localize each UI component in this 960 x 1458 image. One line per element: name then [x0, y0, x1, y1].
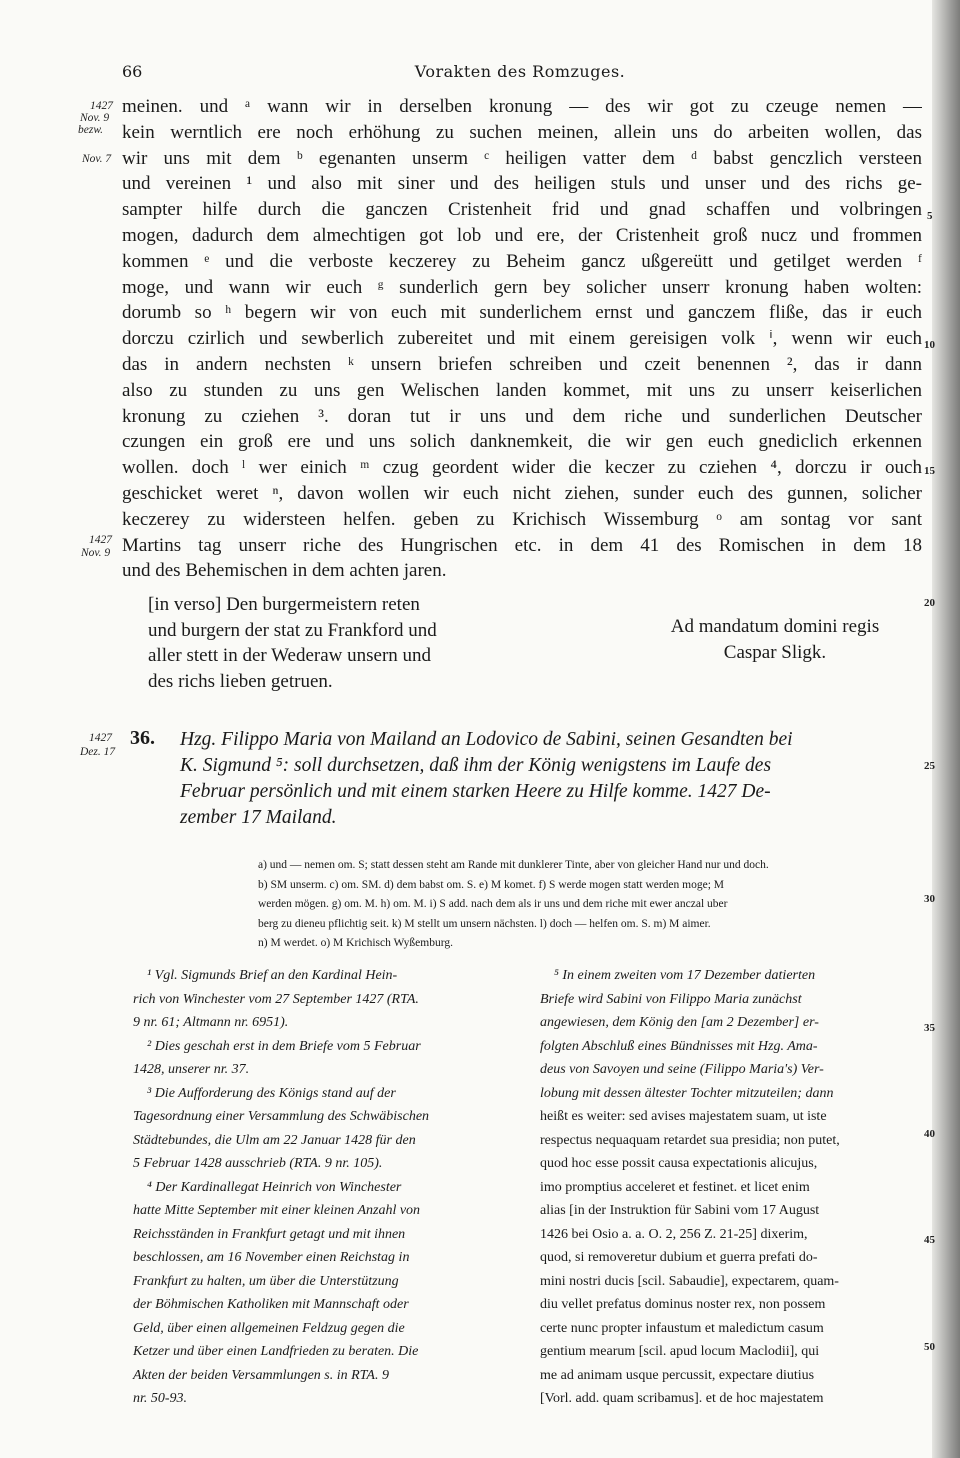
address-line: [in verso] Den burgermeistern reten	[148, 594, 420, 615]
footnote-line: ² Dies geschah erst in dem Briefe vom 5 Februar	[147, 1038, 421, 1054]
page-edge	[932, 0, 960, 1458]
footnote-line: me ad animam usque percussit, expectare diutius	[540, 1367, 815, 1383]
footnote-line: Briefe wird Sabini von Filippo Maria zunächst	[540, 991, 802, 1007]
text-line: dorumb so ʰ begern wir von euch mit sunderlichem ernst und ganczem fliße, das ir euch	[122, 302, 922, 324]
footnote-line: angewiesen, dem König den [am 2 Dezember] er-	[540, 1015, 819, 1030]
footnote-line: 1428, unserer nr. 37.	[133, 1062, 250, 1077]
text-line: keczerey zu widersteen helfen. geben zu Krichisch Wissemburg ᵒ am sontag vor sant	[122, 508, 922, 530]
text-line: kein werntlich ere noch erhöhung zu suchen meinen, allein uns do arbeiten wollen, das	[122, 121, 922, 143]
line-number: 30	[924, 893, 935, 905]
margin-year: 1427	[89, 732, 112, 744]
footnote-line: certe nunc propter infaustum et maledictum casum	[540, 1320, 824, 1336]
address-line: aller stett in der Wederaw unsern und	[148, 645, 432, 666]
text-line: wir uns mit dem ᵇ egenanten unserm ᶜ heiligen vatter dem ᵈ babst genczlich versteen	[122, 147, 922, 169]
heading-line: K. Sigmund ⁵: soll durchsetzen, daß ihm der König wenigstens im Laufe des	[180, 755, 772, 776]
mandatum-line: Ad mandatum domini regis	[670, 616, 880, 637]
margin-year: 1427	[89, 534, 112, 546]
footnote-line: folgten Abschluß eines Bündnisses mit Hzg. Ama-	[540, 1038, 818, 1054]
apparatus-line: n) M werdet. o) M Krichisch Wyßemburg.	[258, 937, 453, 949]
footnote-line: 1426 bei Osio a. a. O. 2, 256 Z. 21-25] dixerim,	[540, 1226, 808, 1242]
margin-date: Nov. 7	[82, 153, 112, 165]
text-line: sampter hilfe durch die ganczen Cristenheit frid und gnad schaffen und volbringen	[122, 199, 922, 221]
text-line: czungen ein groß ere und uns solich danknemkeit, die wir gen euch gnediclich erkennen	[122, 431, 922, 453]
footnote-line: quod, si removeretur dubium et guerra prefati do-	[540, 1250, 818, 1265]
footnotes-left	[133, 964, 516, 1411]
footnote-line: Akten der beiden Versammlungen s. in RTA. 9	[133, 1367, 389, 1383]
text-line: moge, und wann wir euch ᵍ sunderlich gern bey solicher unserr kronung haben wolten:	[122, 276, 922, 298]
address-line: und burgern der stat zu Frankford und	[148, 619, 437, 641]
footnote-line: respectus nequaquam retardet sua presidia; non putet,	[540, 1132, 840, 1148]
critical-apparatus	[258, 856, 922, 954]
footnote-line: imo promptius acceleret et festinet. et licet enim	[540, 1179, 810, 1195]
running-title: Vorakten des Romzuges.	[414, 62, 626, 81]
text-line: wollen. doch ˡ wer einich ᵐ czug geordent wider die keczer zu cziehen ⁴, dorczu ir ouch	[122, 457, 922, 479]
footnote-line: Städtebundes, die Ulm am 22 Januar 1428 für den	[133, 1132, 416, 1148]
text-line: dorczu czirlich und sewberlich zubereitet und mit einem gereisigen volk ⁱ, wenn wir euch	[122, 328, 922, 350]
apparatus-line: werden mögen. g) om. M. h) om. M. i) S add. nach dem als ir uns und dem riche mit ewer anczal uber	[258, 898, 728, 910]
text-line: kommen ᵉ und die verboste keczerey zu Beheim gancz ußgereütt und getilget werden ᶠ	[122, 250, 922, 272]
footnote-line: ⁴ Der Kardinallegat Heinrich von Winchester	[147, 1179, 402, 1195]
address-block	[148, 592, 518, 694]
apparatus-line: berg zu dieneu pflichtig seit. k) M stellt um unsern nächsten. l) doch — helfen om. S. m) M aimer.	[258, 917, 711, 930]
page-number: 66	[122, 62, 143, 81]
text-line: geschicket weret ⁿ, davon wollen wir euch nicht ziehen, sunder euch des gunnen, solicher	[122, 482, 922, 504]
footnote-line: quod hoc esse possit causa expectationis alicujus,	[540, 1156, 818, 1171]
footnotes-right	[540, 964, 925, 1411]
text-line: also zu stunden zu uns gen Welischen landen kommet, mit uns zu unserr keiserlichen	[122, 379, 922, 401]
mandatum-block	[630, 614, 920, 666]
text-line: mogen, dadurch dem almechtigen got lob und ere, der Cristenheit groß nucz und frommen	[122, 224, 922, 246]
heading-line: zember 17 Mailand.	[180, 807, 337, 828]
line-number: 40	[924, 1128, 935, 1140]
footnote-line: 9 nr. 61; Altmann nr. 6951).	[133, 1015, 289, 1030]
footnote-line: Ketzer und über einen Landfrieden zu beraten. Die	[133, 1344, 419, 1359]
text-line: und des Behemischen in dem achten jaren.	[122, 560, 447, 582]
document-heading	[180, 727, 920, 831]
footnote-line: mini nostri ducis [scil. Sabaudie], expectarem, quam-	[540, 1273, 839, 1289]
line-number: 10	[924, 339, 935, 351]
line-number: 50	[924, 1341, 935, 1353]
apparatus-line: b) SM unserm. c) om. SM. d) dem babst om. S. e) M komet. f) S werde mogen statt werden moge; M	[258, 878, 725, 891]
footnote-line: der Böhmischen Katholiken mit Mannschaft oder	[133, 1297, 409, 1312]
text-line: Martins tag unserr riche des Hungrischen etc. in dem 41 des Romischen in dem 18	[122, 534, 922, 556]
footnote-line: [Vorl. add. quam scribamus]. et de hoc majestatem	[540, 1391, 824, 1406]
text-line: das in andern nechsten ᵏ unsern briefen schreiben und czeit benennen ², das ir dann	[122, 353, 922, 375]
footnote-line: ¹ Vgl. Sigmunds Brief an den Kardinal Hein-	[147, 968, 398, 983]
text-line: meinen. und ᵃ wann wir in derselben kronung — des wir got zu czeuge nemen —	[122, 96, 922, 117]
footnote-line: alias [in der Instruktion für Sabini vom 17 August	[540, 1203, 820, 1218]
footnote-line: heißt es weiter: sed avises majestatem suam, ut iste	[540, 1109, 827, 1124]
margin-date: Dez. 17	[80, 746, 116, 758]
heading-line: Hzg. Filippo Maria von Mailand an Lodovico de Sabini, seinen Gesandten bei	[180, 729, 793, 750]
main-text	[122, 94, 922, 584]
footnote-line: rich von Winchester vom 27 September 1427 (RTA.	[133, 991, 419, 1007]
margin-date: bezw.	[78, 124, 104, 136]
signature-line: Caspar Sligk.	[723, 642, 827, 663]
footnote-line: 5 Februar 1428 ausschrieb (RTA. 9 nr. 105).	[133, 1156, 383, 1171]
footnote-line: nr. 50-93.	[133, 1391, 188, 1406]
line-number: 20	[924, 597, 935, 609]
footnote-line: ³ Die Aufforderung des Königs stand auf der	[147, 1085, 396, 1101]
line-number: 5	[927, 210, 933, 222]
margin-date: Nov. 9	[80, 112, 110, 124]
text-line: und vereinen ¹ und also mit siner und des heiligen stuls und unser und des richs ge-	[122, 173, 922, 195]
footnote-line: Geld, über einen allgemeinen Feldzug gegen die	[133, 1320, 405, 1336]
footnote-line: Reichsständen in Frankfurt getagt und mit ihnen	[133, 1226, 406, 1242]
line-number: 45	[924, 1234, 935, 1246]
line-number: 35	[924, 1022, 935, 1034]
text-line: kronung zu cziehen ³. doran tut ir uns und dem riche und sunderlichen Deutscher	[122, 405, 922, 427]
margin-date: Nov. 9	[81, 547, 111, 559]
address-line: des richs lieben getruen.	[148, 670, 333, 692]
margin-year: 1427	[90, 100, 113, 112]
footnote-line: beschlossen, am 16 November einen Reichstag in	[133, 1250, 410, 1265]
line-number: 15	[924, 465, 935, 477]
footnote-line: Frankfurt zu halten, um über die Unterstützung	[133, 1273, 399, 1289]
heading-line: Februar persönlich und mit einem starken Heere zu Hilfe komme. 1427 De-	[180, 781, 771, 802]
footnote-line: Tagesordnung einer Versammlung des Schwäbischen	[133, 1109, 430, 1124]
apparatus-line: a) und — nemen om. S; statt dessen steht am Rande mit dunklerer Tinte, aber von gleicher Hand nur und doch.	[258, 859, 769, 871]
line-number: 25	[924, 760, 935, 772]
footnote-line: hatte Mitte September mit einer kleinen Anzahl von	[133, 1203, 421, 1218]
footnote-line: diu vellet prefatus dominus noster rex, non possem	[540, 1297, 826, 1312]
document-number: 36.	[130, 727, 155, 749]
footnote-line: gentium mearum [scil. apud locum Maclodii], qui	[540, 1344, 820, 1359]
footnote-line: ⁵ In einem zweiten vom 17 Dezember datierten	[554, 968, 816, 983]
footnote-line: deus von Savoyen und seine (Filippo Maria's) Ver-	[540, 1062, 824, 1077]
footnote-line: lobung mit dessen ältester Tochter mitzuteilen; dann	[540, 1085, 834, 1101]
